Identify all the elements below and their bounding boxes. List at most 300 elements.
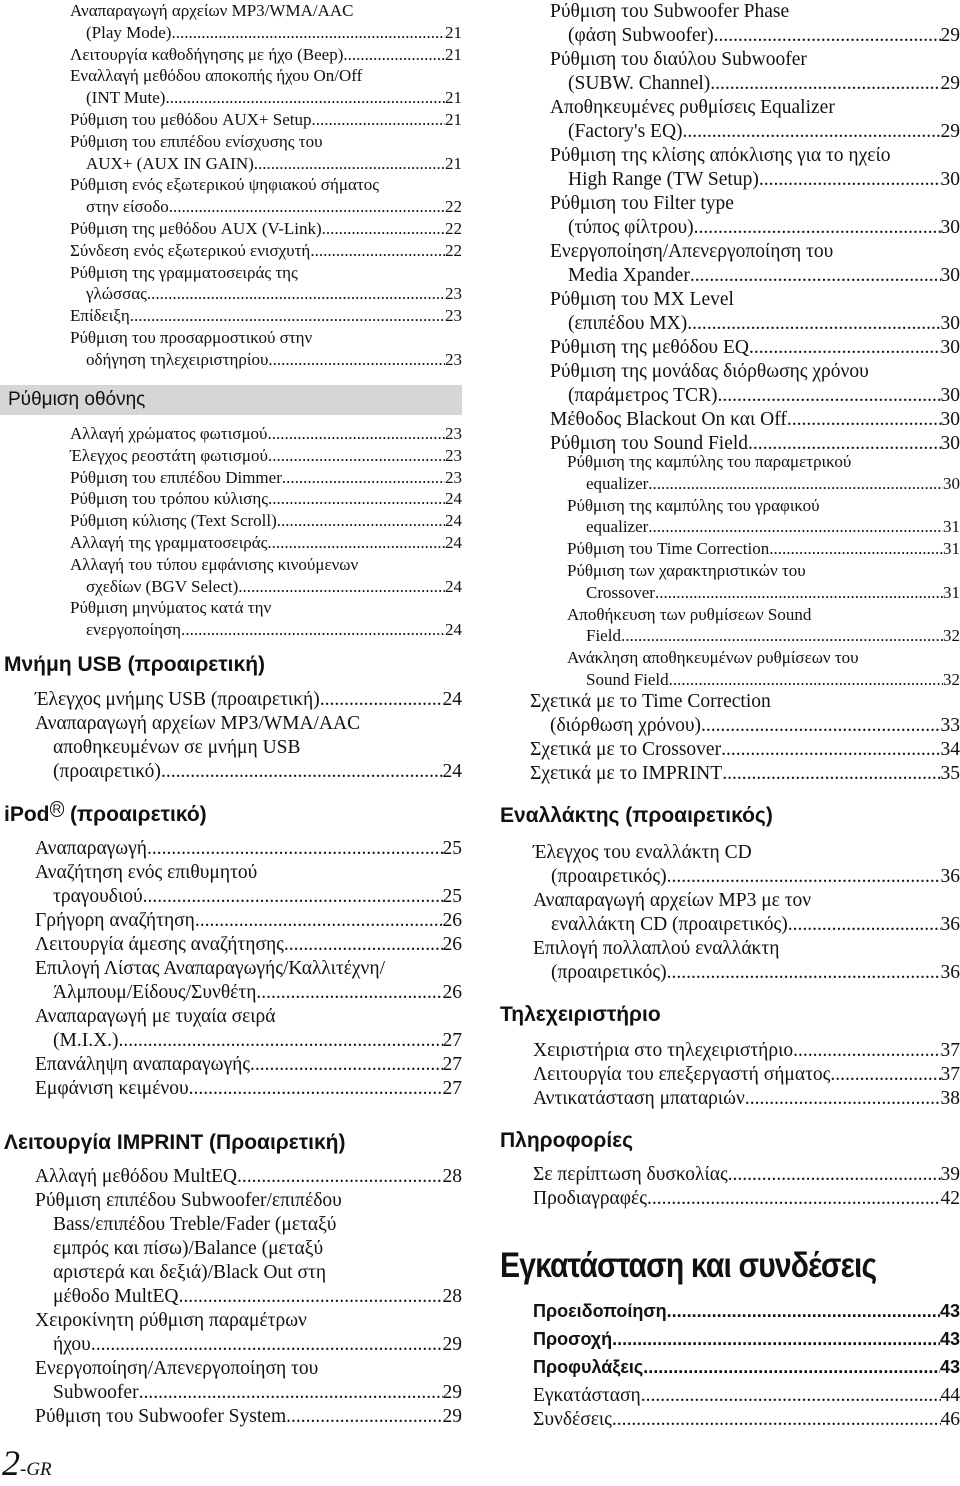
dot-leader	[130, 305, 445, 327]
dot-leader	[165, 87, 445, 109]
toc-entry-text: equalizer	[586, 517, 649, 537]
toc-entry-text: AUX+ (AUX IN GAIN)	[86, 153, 254, 173]
toc-page-number: 30	[940, 169, 960, 190]
toc-entry-text: Ρύθμιση του Subwoofer System	[35, 1406, 287, 1427]
toc-entry-text: Sound Field	[586, 669, 669, 689]
toc-entry	[0, 712, 462, 784]
toc-entry	[0, 1053, 462, 1077]
toc-entry-text: στην είσοδο	[86, 197, 169, 217]
toc-page-number: 31	[943, 539, 960, 559]
toc-entry-text: αποθηκευμένων σε μνήμη USB	[53, 737, 301, 758]
toc-page-number: 34	[940, 739, 960, 760]
dot-leader	[237, 1165, 442, 1189]
toc-entry	[0, 0, 462, 44]
dot-leader	[143, 885, 443, 909]
toc-entry-text: Ρύθμιση της μεθόδου EQ	[550, 337, 749, 358]
toc-entry-text: Επανάληψη αναπαραγωγής	[35, 1054, 251, 1075]
toc-entry-text: (SUBW. Channel)	[568, 73, 711, 94]
toc-page-number: 24	[445, 511, 462, 531]
dot-leader	[286, 1405, 442, 1429]
dot-leader	[648, 473, 943, 495]
toc-entry-text: Ρύθμιση της καμπύλης του παραμετρικού	[567, 452, 852, 471]
dot-leader	[268, 349, 445, 371]
toc-entry-text: Λειτουργία του επεξεργαστή σήματος	[533, 1064, 831, 1085]
toc-entry-text: Επιλογή πολλαπλού εναλλάκτη	[533, 938, 780, 959]
dot-leader	[238, 576, 445, 598]
toc-entry	[500, 937, 960, 985]
toc-entry	[0, 262, 462, 306]
toc-entry-text: (τύπος φίλτρου)	[568, 217, 694, 238]
toc-entry-text: (προαιρετικός)	[551, 962, 667, 983]
dot-leader	[667, 865, 941, 889]
toc-page-number: 31	[943, 582, 960, 602]
toc-entry-text: (M.I.X.)	[53, 1030, 119, 1051]
toc-entry-text: Ρύθμιση της κλίσης απόκλισης για το ηχείο	[550, 145, 891, 166]
toc-entry-text: Αλλαγή του τύπου εμφάνισης κινούμενων	[70, 554, 359, 574]
dot-leader	[147, 283, 445, 305]
toc-entry	[500, 144, 960, 192]
toc-page-number: 24	[445, 620, 462, 640]
toc-entry-text: Bass/επιπέδου Treble/Fader (μεταξύ	[53, 1214, 337, 1235]
toc-entry	[500, 360, 960, 408]
toc-entry	[500, 738, 960, 762]
toc-entry	[0, 837, 462, 861]
toc-entry	[500, 1408, 960, 1432]
toc-entry-text: Προδιαγραφές	[533, 1188, 647, 1209]
toc-page-number: 38	[940, 1088, 960, 1109]
toc-section-display	[0, 423, 462, 641]
dot-leader	[648, 516, 943, 538]
toc-entry-text: Ρύθμιση του προσαρμοστικού στην	[70, 327, 313, 347]
toc-entry-text: (Factory's EQ)	[568, 121, 683, 142]
dot-leader	[612, 1325, 940, 1353]
toc-entry	[500, 336, 960, 360]
toc-section-imprint-continued	[500, 0, 960, 456]
dot-leader	[710, 72, 940, 96]
toc-entry	[0, 467, 462, 489]
section-heading-display: Ρύθμιση οθόνης	[0, 385, 462, 415]
toc-entry	[0, 861, 462, 909]
dot-leader	[310, 240, 445, 262]
toc-page-number: 32	[943, 626, 960, 646]
dot-leader	[284, 933, 443, 957]
toc-page-number: 26	[442, 982, 462, 1003]
toc-entry	[0, 240, 462, 262]
toc-section-installation	[500, 1384, 960, 1432]
toc-entry-text: Εμφάνιση κειμένου	[35, 1078, 189, 1099]
toc-page-number: 30	[940, 409, 960, 430]
toc-entry-text: Σχετικά με το Crossover	[530, 739, 722, 760]
dot-leader	[189, 1077, 443, 1101]
dot-leader	[690, 264, 941, 288]
toc-entry	[500, 604, 960, 648]
toc-entry	[500, 841, 960, 889]
toc-entry	[0, 1357, 462, 1405]
toc-entry-text: (Play Mode)	[86, 22, 172, 42]
toc-entry-text: (φάση Subwoofer)	[568, 25, 714, 46]
toc-page-number: 28	[442, 1286, 462, 1307]
toc-entry-text: σχεδίων (BGV Select)	[86, 576, 239, 596]
toc-page-number: 29	[442, 1334, 462, 1355]
toc-entry-text: Σχετικά με το Time Correction	[530, 691, 771, 712]
toc-entry	[0, 510, 462, 532]
dot-leader	[320, 688, 443, 712]
toc-entry-text: Ρύθμιση του τρόπου κύλισης	[70, 489, 268, 509]
toc-entry-text: Προειδοποίηση	[533, 1301, 667, 1321]
toc-entry	[0, 957, 462, 1005]
toc-page-number: 37	[940, 1040, 960, 1061]
toc-entry	[0, 131, 462, 175]
dot-leader	[250, 1053, 442, 1077]
toc-entry-text: Επίδειξη	[70, 306, 130, 326]
toc-entry-text: εναλλάκτη CD (προαιρετικός)	[551, 914, 788, 935]
toc-entry-text: γλώσσας	[86, 284, 147, 304]
dot-leader	[621, 625, 943, 647]
toc-entry-text: Λειτουργία άμεσης αναζήτησης	[35, 934, 284, 955]
toc-page-number: 46	[940, 1409, 960, 1430]
toc-section-ipod	[0, 837, 462, 1101]
toc-entry-text: Ρύθμιση της μονάδας διόρθωσης χρόνου	[550, 361, 869, 382]
toc-entry-text: Αποθηκευμένες ρυθμίσεις Equalizer	[550, 97, 835, 118]
toc-entry	[500, 1063, 960, 1087]
toc-entry-text: Ενεργοποίηση/Απενεργοποίηση του	[550, 241, 834, 262]
toc-page-number: 24	[442, 761, 462, 782]
toc-page-number: 27	[442, 1030, 462, 1051]
toc-page-number: 35	[940, 763, 960, 784]
toc-entry	[500, 408, 960, 432]
toc-entry	[0, 554, 462, 598]
toc-entry-text: Ανάκληση αποθηκευμένων ρυθμίσεων του	[567, 648, 859, 668]
section-heading-usb: Μνήμη USB (προαιρετική)	[4, 653, 266, 676]
toc-page-number: 30	[940, 337, 960, 358]
toc-section-sound-field	[500, 451, 960, 691]
dot-leader	[694, 216, 941, 240]
toc-entry-text: Αναπαραγωγή αρχείων MP3 με τον	[533, 890, 812, 911]
toc-entry-text: Αλλαγή της γραμματοσειράς	[70, 532, 268, 552]
dot-leader	[91, 1333, 443, 1357]
dot-leader	[643, 1353, 940, 1381]
toc-entry	[0, 218, 462, 240]
section-heading-imprint: Λειτουργία IMPRINT (Προαιρετική)	[4, 1131, 346, 1154]
toc-page-number: 43	[939, 1301, 960, 1321]
toc-page-number: 43	[939, 1329, 960, 1349]
dot-leader	[254, 153, 445, 175]
dot-leader	[169, 196, 445, 218]
toc-entry-text: Ρύθμιση του Subwoofer Phase	[550, 1, 790, 22]
toc-page-number: 36	[940, 914, 960, 935]
toc-page-number: 30	[940, 313, 960, 334]
toc-entry-text: Ρύθμιση της μεθόδου AUX (V-Link)	[70, 218, 322, 238]
toc-page-number: 30	[943, 473, 960, 493]
toc-entry	[0, 305, 462, 327]
section-heading-changer: Εναλλάκτης (προαιρετικός)	[500, 804, 773, 827]
toc-entry	[0, 488, 462, 510]
dot-leader	[178, 1285, 442, 1309]
toc-page-number: 26	[442, 934, 462, 955]
toc-entry-text: Σχετικά με το IMPRINT	[530, 763, 723, 784]
toc-entry	[500, 48, 960, 96]
toc-entry-text: Ρύθμιση του επιπέδου Dimmer	[70, 467, 282, 487]
toc-entry-text: Επιλογή Λίστας Αναπαραγωγής/Καλλιτέχνη/	[35, 958, 385, 979]
toc-entry	[0, 327, 462, 371]
toc-entry-text: Crossover	[586, 582, 655, 602]
dot-leader	[612, 1408, 941, 1432]
toc-entry-text: Ρύθμιση μηνύματος κατά την	[70, 598, 272, 618]
toc-entry-text: (διόρθωση χρόνου)	[550, 715, 702, 736]
toc-entry-text: Ρύθμιση του Sound Field	[550, 433, 749, 454]
toc-section-installation-warnings	[500, 1297, 960, 1381]
toc-entry-text: Subwoofer	[53, 1382, 139, 1403]
toc-entry-text: Ρύθμιση της γραμματοσειράς της	[70, 262, 298, 282]
toc-page-number: 42	[940, 1188, 960, 1209]
dot-leader	[311, 109, 445, 131]
toc-page-number: 28	[442, 1166, 462, 1187]
dot-leader	[714, 24, 941, 48]
toc-page-number: 44	[940, 1385, 960, 1406]
toc-entry-text: αριστερά και δεξιά)/Black Out στη	[53, 1262, 327, 1283]
toc-entry-text: Ρύθμιση του MX Level	[550, 289, 734, 310]
dot-leader	[343, 44, 445, 66]
toc-entry-text: Ρύθμιση του Time Correction	[567, 539, 770, 559]
toc-entry-text: Σύνδεση ενός εξωτερικού ενισχυτή	[70, 240, 311, 260]
toc-entry-text: Ρύθμιση κύλισης (Text Scroll)	[70, 511, 277, 531]
toc-entry-text: Ρύθμιση του επιπέδου ενίσχυσης του	[70, 131, 323, 151]
dot-leader	[655, 582, 943, 604]
toc-page-number: 30	[940, 433, 960, 454]
toc-page-number: 21	[445, 22, 462, 42]
dot-leader	[717, 384, 940, 408]
toc-entry	[500, 1039, 960, 1063]
toc-page-number: 24	[445, 532, 462, 552]
toc-entry	[500, 495, 960, 539]
dot-leader	[282, 467, 445, 489]
dot-leader	[195, 909, 443, 933]
toc-entry-text: Έλεγχος ρεοστάτη φωτισμού	[70, 445, 268, 465]
toc-entry-text: (προαιρετικός)	[551, 866, 667, 887]
section-heading-info: Πληροφορίες	[500, 1129, 634, 1152]
dot-leader	[669, 669, 943, 691]
toc-entry	[500, 889, 960, 937]
toc-entry	[0, 1077, 462, 1101]
toc-entry-text: Λειτουργία καθοδήγησης με ήχο (Beep)	[70, 44, 344, 64]
toc-entry-text: Έλεγχος του εναλλάκτη CD	[533, 842, 752, 863]
registered-mark: R	[50, 801, 65, 817]
toc-entry-text: Συνδέσεις	[533, 1409, 612, 1430]
toc-entry	[0, 933, 462, 957]
toc-entry	[0, 1165, 462, 1189]
toc-page-number: 30	[940, 385, 960, 406]
toc-page-number: 36	[940, 866, 960, 887]
dot-leader	[667, 1297, 940, 1325]
toc-page-number: 25	[442, 838, 462, 859]
dot-leader	[268, 445, 445, 467]
toc-section-about	[500, 690, 960, 786]
toc-entry-text: Ρύθμιση του Filter type	[550, 193, 734, 214]
toc-section-info	[500, 1163, 960, 1211]
toc-entry	[0, 423, 462, 445]
dot-leader	[787, 408, 941, 432]
toc-page-number: 30	[940, 265, 960, 286]
section-heading-ipod: iPod $^R$ (προαιρετικό)	[4, 802, 207, 826]
toc-entry-text: Χειριστήρια στο τηλεχειριστήριο	[533, 1040, 794, 1061]
toc-entry-text: Αλλαγή χρώματος φωτισμού	[70, 424, 268, 443]
toc-entry-text: Ρύθμιση του διαύλου Subwoofer	[550, 49, 807, 70]
toc-page-number: 39	[940, 1164, 960, 1185]
toc-entry-text: Έλεγχος μνήμης USB (προαιρετική)	[35, 689, 320, 710]
toc-entry-text: Field	[586, 626, 621, 646]
dot-leader	[147, 837, 443, 861]
toc-entry-text: Εγκατάσταση	[533, 1385, 641, 1406]
toc-entry-text: Αναπαραγωγή αρχείων MP3/WMA/AAC	[35, 713, 361, 734]
toc-section-changer	[500, 841, 960, 985]
toc-entry-text: (επιπέδου MX)	[568, 313, 688, 334]
toc-entry	[500, 1325, 960, 1353]
toc-entry-text: Προσοχή	[533, 1329, 613, 1349]
toc-entry	[500, 1163, 960, 1187]
toc-page-number: 22	[445, 240, 462, 260]
toc-entry	[0, 532, 462, 554]
toc-entry-text: Αναπαραγωγή με τυχαία σειρά	[35, 1006, 276, 1027]
dot-leader	[749, 336, 941, 360]
toc-section-imprint	[0, 1165, 462, 1429]
toc-page-number: 29	[940, 73, 960, 94]
toc-entry	[500, 451, 960, 495]
toc-page-number: 26	[442, 910, 462, 931]
dot-leader	[171, 22, 445, 44]
toc-entry	[500, 762, 960, 786]
section-heading-installation: Εγκατάσταση και συνδέσεις	[500, 1246, 877, 1285]
toc-entry	[500, 288, 960, 336]
toc-page-number: 24	[442, 689, 462, 710]
toc-page-number: 22	[445, 197, 462, 217]
toc-entry-text: Αναπαραγωγή αρχείων MP3/WMA/AAC	[70, 1, 354, 20]
toc-entry	[0, 44, 462, 66]
dot-leader	[788, 913, 941, 937]
toc-page-number: 30	[940, 217, 960, 238]
toc-entry	[500, 538, 960, 560]
dot-leader	[701, 714, 940, 738]
toc-entry	[0, 174, 462, 218]
toc-page-number: 29	[940, 25, 960, 46]
toc-entry-text: Αναζήτηση ενός επιθυμητού	[35, 862, 258, 883]
toc-page-number: 23	[445, 284, 462, 304]
dot-leader	[721, 738, 940, 762]
toc-entry-text: (INT Mute)	[86, 88, 166, 108]
toc-page-number: 23	[445, 349, 462, 369]
dot-leader	[728, 1163, 941, 1187]
toc-entry-text: Ενεργοποίηση/Απενεργοποίηση του	[35, 1358, 319, 1379]
toc-entry-text: εμπρός και πίσω)/Balance (μεταξύ	[53, 1238, 324, 1259]
toc-page-number: 29	[442, 1382, 462, 1403]
toc-page-number: 22	[445, 218, 462, 238]
toc-entry	[0, 1309, 462, 1357]
toc-entry-text: Ρύθμιση ενός εξωτερικού ψηφιακού σήματος	[70, 175, 379, 195]
toc-page-number: 27	[442, 1078, 462, 1099]
toc-entry-text: equalizer	[586, 473, 649, 493]
dot-leader	[322, 218, 445, 240]
toc-page-number: 21	[445, 44, 462, 64]
toc-page-number: 25	[442, 886, 462, 907]
toc-page-number: 29	[442, 1406, 462, 1427]
dot-leader	[268, 488, 445, 510]
toc-entry	[0, 65, 462, 109]
toc-page-number: 32	[943, 669, 960, 689]
toc-page-number: 23	[445, 445, 462, 465]
dot-leader	[647, 1187, 941, 1211]
dot-leader	[181, 619, 445, 641]
dot-leader	[683, 120, 941, 144]
toc-entry-text: μέθοδο MultEQ	[53, 1286, 179, 1307]
toc-entry	[500, 0, 960, 48]
toc-section-settings	[0, 0, 462, 371]
toc-entry-text: οδήγηση τηλεχειριστηρίου	[86, 349, 269, 369]
toc-entry	[500, 1353, 960, 1381]
dot-leader	[256, 981, 442, 1005]
dot-leader	[793, 1039, 940, 1063]
page-number: 2-GR	[2, 1443, 52, 1483]
section-heading-remote: Τηλεχειριστήριο	[500, 1003, 661, 1026]
toc-entry-text: ενεργοποίηση	[86, 620, 182, 640]
dot-leader	[687, 312, 940, 336]
toc-entry-text: Ρύθμιση της καμπύλης του γραφικού	[567, 495, 820, 515]
toc-page-number: 21	[445, 153, 462, 173]
toc-entry	[0, 1405, 462, 1429]
toc-entry	[500, 240, 960, 288]
toc-section-remote	[500, 1039, 960, 1111]
toc-page-number: 24	[445, 489, 462, 509]
toc-entry	[0, 688, 462, 712]
dot-leader	[267, 423, 445, 445]
toc-entry	[0, 445, 462, 467]
toc-entry-text: Χειροκίνητη ρύθμιση παραμέτρων	[35, 1310, 307, 1331]
toc-entry	[0, 909, 462, 933]
toc-entry	[500, 1087, 960, 1111]
toc-page-number: 29	[940, 121, 960, 142]
toc-entry-text: Εναλλαγή μεθόδου αποκοπής ήχου On/Off	[70, 66, 363, 86]
toc-entry-text: Άλμπουμ/Είδους/Συνθέτη	[53, 982, 257, 1003]
dot-leader	[641, 1384, 941, 1408]
toc-entry-text: Media Xpander	[568, 265, 690, 286]
toc-entry-text: Αναπαραγωγή	[35, 838, 147, 859]
toc-entry-text: Μέθοδος Blackout On και Off	[550, 409, 787, 430]
toc-entry	[500, 560, 960, 604]
toc-entry-text: Σε περίπτωση δυσκολίας	[533, 1164, 728, 1185]
toc-entry	[500, 647, 960, 691]
toc-entry	[500, 690, 960, 738]
toc-section-usb	[0, 688, 462, 784]
toc-entry	[500, 1297, 960, 1325]
toc-entry-text: High Range (TW Setup)	[568, 169, 759, 190]
toc-entry-text: Αντικατάσταση μπαταριών	[533, 1088, 745, 1109]
toc-entry	[500, 192, 960, 240]
toc-entry-text: Ρύθμιση του μεθόδου AUX+ Setup	[70, 109, 312, 129]
dot-leader	[119, 1029, 443, 1053]
dot-leader	[745, 1087, 941, 1111]
dot-leader	[139, 1381, 443, 1405]
toc-entry	[0, 1189, 462, 1309]
dot-leader	[769, 538, 943, 560]
toc-entry-text: Ρύθμιση των χαρακτηριστικών του	[567, 560, 806, 580]
toc-entry-text: Προφυλάξεις	[533, 1357, 644, 1377]
toc-page-number: 21	[445, 109, 462, 129]
toc-entry	[0, 1005, 462, 1053]
toc-entry-text: τραγουδιού	[53, 886, 143, 907]
toc-entry-text: Γρήγορη αναζήτηση	[35, 910, 195, 931]
dot-leader	[830, 1063, 940, 1087]
toc-entry	[0, 109, 462, 131]
toc-entry-text: (προαιρετικό)	[53, 761, 161, 782]
toc-entry-text: Αποθήκευση των ρυθμίσεων Sound	[567, 604, 812, 624]
